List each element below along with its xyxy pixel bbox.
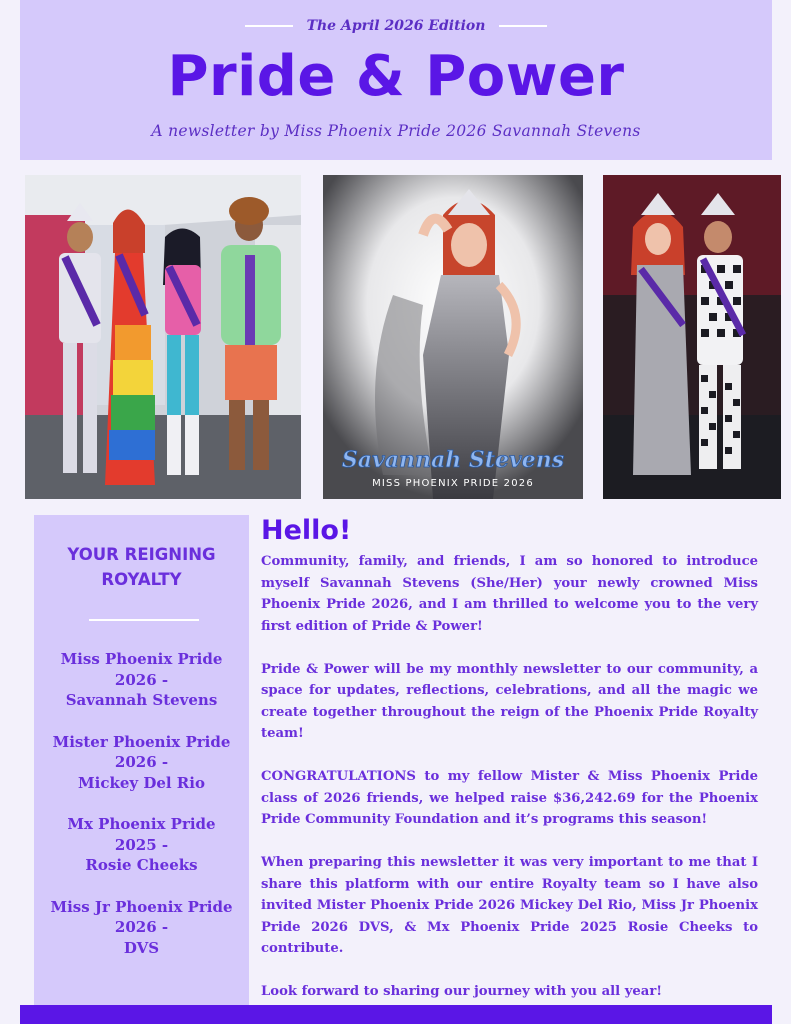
letter-paragraph: CONGRATULATIONS to my fellow Mister & Miss Phoenix Pride class of 2026 friends, we helped raise $36,242.69 for the Phoenix Pride Community Foundation and it’s programs this season! <box>261 769 758 827</box>
royalty-item <box>34 649 249 711</box>
royalty-item <box>34 897 249 959</box>
royalty-sidebar <box>34 515 249 1005</box>
royalty-name: DVS <box>123 938 160 957</box>
sidebar-title <box>34 542 249 592</box>
sidebar-title-line-1: YOUR REIGNING <box>67 545 216 564</box>
newsletter-subtitle: A newsletter by Miss Phoenix Pride 2026 Savannah Stevens <box>151 122 641 140</box>
royalty-title-line-2: 2026 - <box>114 918 169 936</box>
royalty-item <box>34 814 249 876</box>
edition-divider-left <box>245 25 293 27</box>
letter-paragraph: Pride & Power will be my monthly newsletter to our community, a space for updates, reflections, celebrations, and all the magic we create together throughout the reign of the Phoenix Pride Royalty team! <box>261 661 758 741</box>
sidebar-title-line-2: ROYALTY <box>101 570 182 589</box>
royalty-title-line-1: Miss Jr Phoenix Pride <box>50 897 233 916</box>
royalty-group-photo <box>25 175 301 499</box>
royalty-name: Savannah Stevens <box>65 691 218 709</box>
letter-paragraph: Look forward to sharing our journey with you all year! <box>261 984 663 999</box>
letter-body <box>261 551 758 1024</box>
royalty-title-line-1: Mister Phoenix Pride <box>52 732 231 751</box>
newsletter-header <box>20 0 772 160</box>
sidebar-divider <box>89 619 199 621</box>
royalty-name: Mickey Del Rio <box>78 773 205 792</box>
royalty-title-line-2: 2026 - <box>114 670 169 689</box>
portrait-caption-title: MISS PHOENIX PRIDE 2026 <box>372 478 534 489</box>
royalty-name: Rosie Cheeks <box>85 856 198 874</box>
letter-paragraph: When preparing this newsletter it was very important to me that I share this platform with our entire Royalty team so I have also invited Mister Phoenix Pride 2026 Mickey Del Rio, Miss Jr Phoenix Pride 2026 DVS, & Mx Phoenix Pride 2025 Rosie Cheeks to contribute. <box>261 855 758 956</box>
greeting-heading: Hello! <box>261 515 352 546</box>
edition-row <box>20 18 772 34</box>
royalty-title-line-1: Miss Phoenix Pride <box>60 650 223 668</box>
royalty-list <box>34 649 249 979</box>
savannah-stevens-portrait <box>323 175 583 499</box>
newsletter-title: Pride & Power <box>167 44 625 109</box>
footer-bar <box>20 1005 772 1024</box>
royalty-item <box>34 732 249 794</box>
royalty-pair-photo <box>603 175 781 499</box>
edition-divider-right <box>499 25 547 27</box>
royalty-title-line-2: 2025 - <box>114 835 169 854</box>
edition-label: The April 2026 Edition <box>306 18 486 34</box>
royalty-title-line-1: Mx Phoenix Pride <box>67 815 216 833</box>
letter-paragraph: Community, family, and friends, I am so honored to introduce myself Savannah Stevens (She/Her) your newly crowned Miss Phoenix Pride 2026, and I am thrilled to welcome you to the very first edition of Pride & Power! <box>261 554 758 634</box>
portrait-caption-name: Savannah Stevens <box>341 447 565 473</box>
royalty-title-line-2: 2026 - <box>114 753 169 771</box>
